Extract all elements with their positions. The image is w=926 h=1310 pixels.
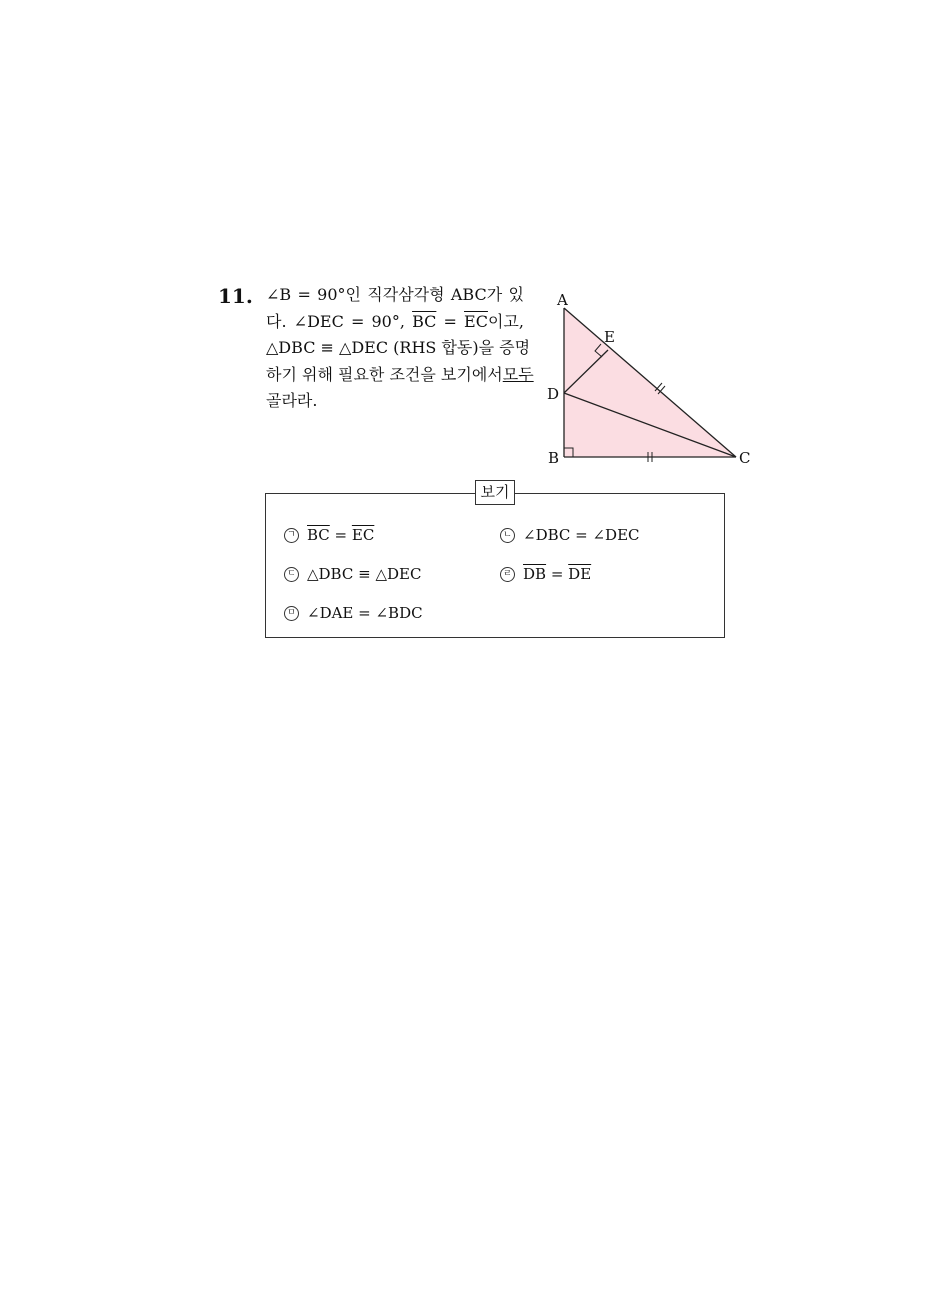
bogi-item-5-text: ∠DAE = ∠BDC — [307, 604, 423, 622]
bogi-marker-2: ㄴ — [500, 528, 515, 543]
problem-statement — [266, 282, 534, 415]
statement-line-2 — [266, 309, 524, 336]
label-e: E — [604, 328, 615, 346]
bogi-marker-3: ㄷ — [284, 567, 299, 582]
bogi-item-4 — [500, 565, 591, 583]
bogi-item-1 — [284, 526, 374, 544]
segment-ec-text — [464, 309, 524, 336]
bogi-marker-1: ㄱ — [284, 528, 299, 543]
bogi-item-2 — [500, 526, 640, 544]
sentence-end: 다. — [266, 311, 287, 331]
bogi-item-1-left: $\overline{BC}$ — [307, 526, 330, 544]
bogi-marker-5: ㅁ — [284, 606, 299, 621]
label-b: B — [548, 449, 560, 467]
label-d: D — [547, 385, 560, 403]
bogi-item-4-eq: = — [546, 565, 569, 583]
bogi-marker-4: ㄹ — [500, 567, 515, 582]
bogi-item-3-text: △DBC ≡ △DEC — [307, 565, 422, 583]
segment-bc: $\overline{BC}$ — [412, 311, 437, 331]
segment-ec: $\overline{EC}$ — [464, 311, 488, 331]
angle-dec: ∠DEC — [293, 311, 344, 331]
statement-line-1 — [266, 282, 524, 309]
bogi-item-4-left: $\overline{DB}$ — [523, 565, 547, 583]
equals-sign: = — [297, 285, 311, 304]
exists-word: 있 — [508, 285, 524, 304]
segment-ec-suffix: 이고, — [487, 311, 524, 331]
angle-b: ∠B — [266, 285, 292, 304]
bogi-item-3 — [284, 565, 421, 583]
label-c: C — [739, 449, 751, 467]
triangle-figure — [540, 290, 760, 475]
statement-line-4-text: 하기 위해 필요한 조건을 보기에서 — [266, 364, 503, 384]
bogi-title: 보기 — [475, 480, 515, 505]
statement-line-5: 골라라. — [266, 391, 318, 410]
triangle-abc: ABC가 — [450, 285, 503, 304]
bogi-item-1-right: $\overline{EC}$ — [351, 526, 375, 544]
statement-line-3: △DBC ≡ △DEC (RHS 합동)을 증명 — [266, 338, 531, 357]
right-triangle-word: 직각삼각형 — [367, 285, 445, 304]
problem-number: 11. — [218, 284, 253, 308]
emphasis-all: 모두 — [502, 364, 534, 384]
ninety-degrees: 90°인 — [317, 285, 361, 304]
equals-sign: = — [350, 311, 365, 331]
bogi-item-1-eq: = — [329, 526, 352, 544]
statement-line-4 — [266, 362, 534, 389]
ninety-degrees: 90°, — [371, 311, 405, 331]
equals-sign: = — [443, 311, 457, 331]
bogi-item-4-right: $\overline{DE}$ — [568, 565, 592, 583]
bogi-item-2-text: ∠DBC = ∠DEC — [523, 526, 640, 544]
bogi-item-5 — [284, 604, 423, 622]
label-a: A — [557, 291, 568, 309]
